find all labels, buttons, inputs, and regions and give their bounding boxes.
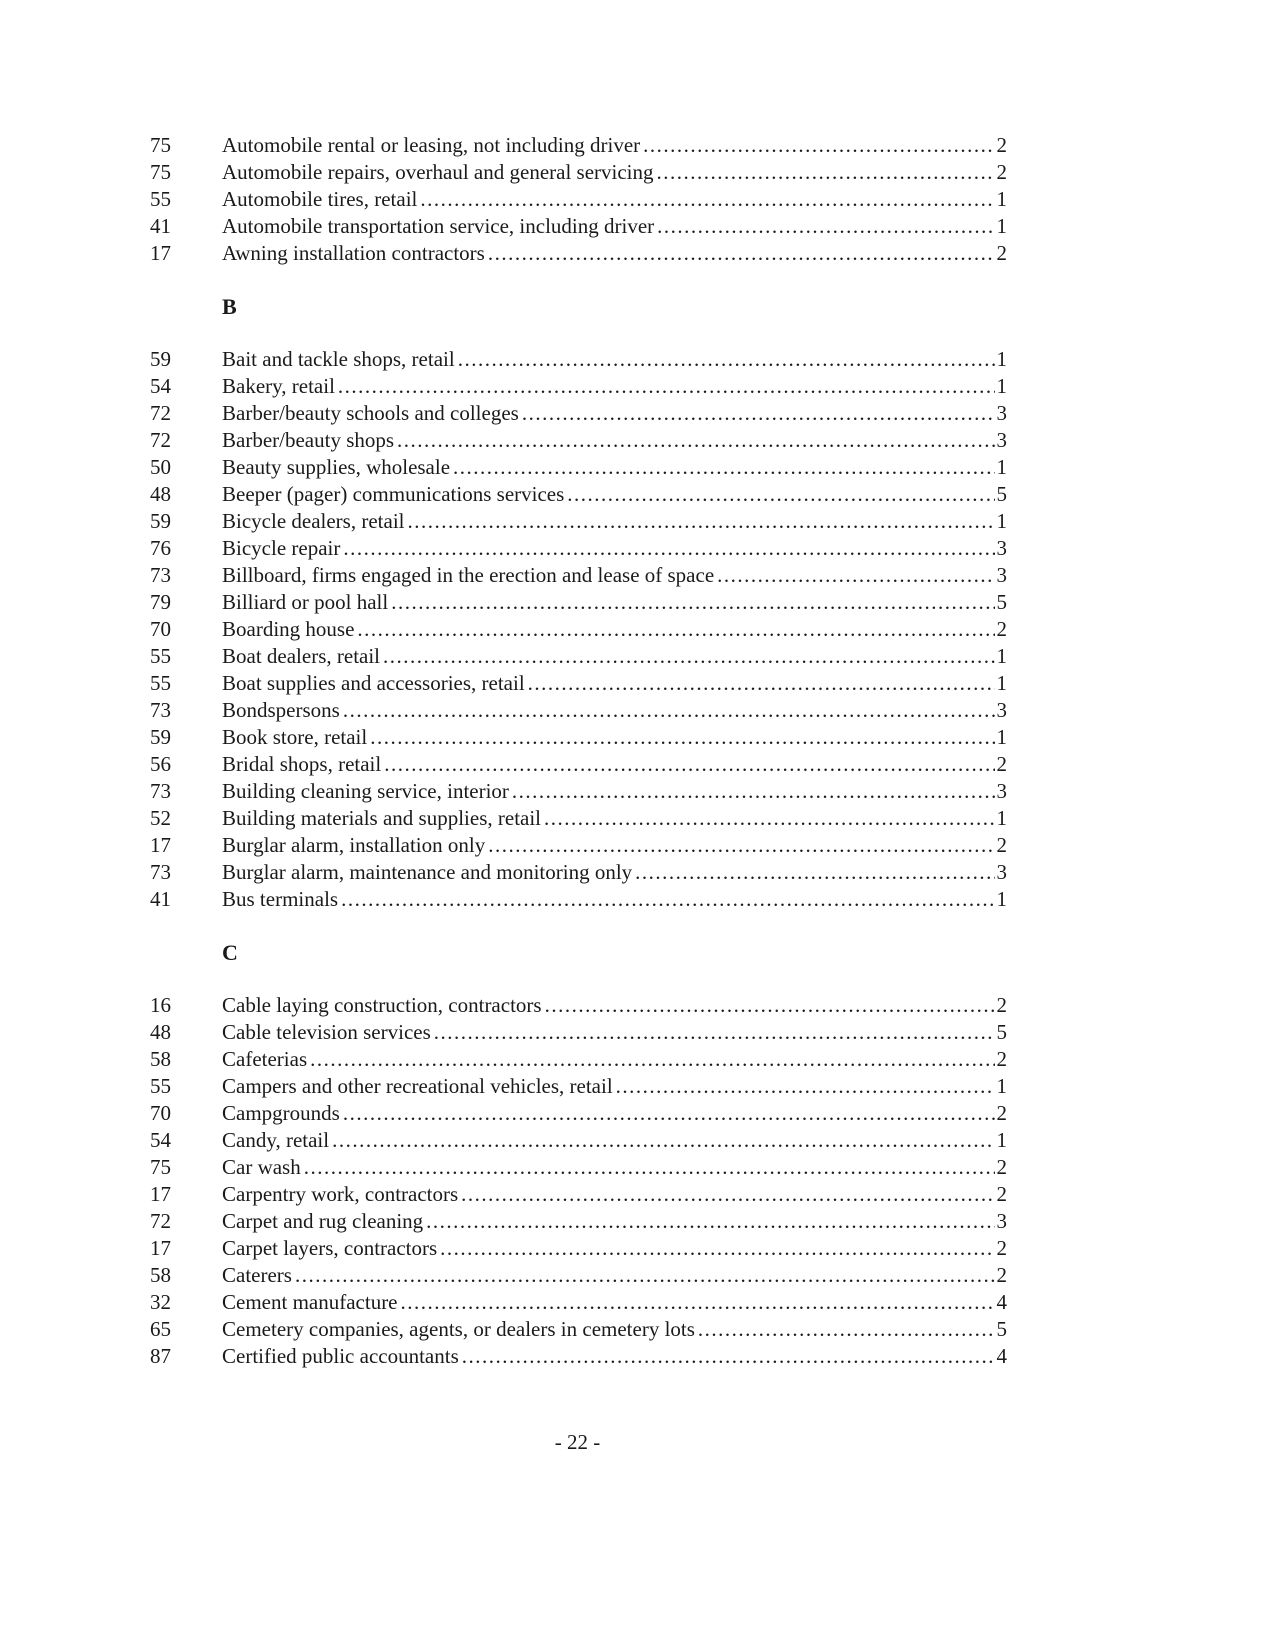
classification-code: 41 bbox=[150, 214, 171, 238]
schedule-number: 1 bbox=[996, 509, 1007, 533]
index-row bbox=[150, 643, 1007, 670]
classification-code: 59 bbox=[150, 725, 171, 749]
classification-code: 17 bbox=[150, 1182, 171, 1206]
section bbox=[150, 293, 1007, 913]
business-description: Cement manufacture bbox=[222, 1290, 398, 1314]
schedule-number: 1 bbox=[996, 671, 1007, 695]
schedule-number: 4 bbox=[996, 1290, 1007, 1314]
schedule-number: 1 bbox=[996, 455, 1007, 479]
dot-leader bbox=[332, 1127, 994, 1154]
schedule-number: 2 bbox=[996, 993, 1007, 1017]
schedule-number: 3 bbox=[996, 401, 1007, 425]
schedule-number: 5 bbox=[996, 482, 1007, 506]
business-description: Automobile repairs, overhaul and general servicing bbox=[222, 160, 654, 184]
classification-code: 55 bbox=[150, 671, 171, 695]
schedule-number: 1 bbox=[996, 347, 1007, 371]
classification-code: 55 bbox=[150, 187, 171, 211]
schedule-number: 5 bbox=[996, 1020, 1007, 1044]
schedule-number: 2 bbox=[996, 752, 1007, 776]
business-description: Campers and other recreational vehicles, retail bbox=[222, 1074, 613, 1098]
classification-code: 41 bbox=[150, 887, 171, 911]
classification-code: 72 bbox=[150, 401, 171, 425]
index-row bbox=[150, 1343, 1007, 1370]
index-row bbox=[150, 1073, 1007, 1100]
schedule-number: 2 bbox=[996, 1263, 1007, 1287]
business-description: Candy, retail bbox=[222, 1128, 330, 1152]
index-row bbox=[150, 751, 1007, 778]
dot-leader bbox=[343, 535, 994, 562]
schedule-number: 5 bbox=[996, 1317, 1007, 1341]
schedule-number: 2 bbox=[996, 160, 1007, 184]
dot-leader bbox=[426, 1208, 994, 1235]
dot-leader bbox=[488, 832, 994, 859]
classification-code: 54 bbox=[150, 1128, 171, 1152]
business-description: Beeper (pager) communications services bbox=[222, 482, 565, 506]
dot-leader bbox=[567, 481, 994, 508]
classification-code: 56 bbox=[150, 752, 171, 776]
index-row bbox=[150, 1046, 1007, 1073]
dot-leader bbox=[488, 240, 995, 267]
classification-code: 58 bbox=[150, 1047, 171, 1071]
classification-code: 55 bbox=[150, 1074, 171, 1098]
business-description: Bondspersons bbox=[222, 698, 340, 722]
business-description: Bicycle repair bbox=[222, 536, 341, 560]
index-row bbox=[150, 240, 1007, 267]
classification-code: 52 bbox=[150, 806, 171, 830]
schedule-number: 2 bbox=[996, 833, 1007, 857]
index-row bbox=[150, 373, 1007, 400]
schedule-number: 2 bbox=[996, 1236, 1007, 1260]
dot-leader bbox=[343, 1100, 995, 1127]
index-row bbox=[150, 454, 1007, 481]
business-description: Boarding house bbox=[222, 617, 355, 641]
schedule-number: 3 bbox=[996, 779, 1007, 803]
index-row bbox=[150, 1100, 1007, 1127]
classification-code: 75 bbox=[150, 160, 171, 184]
dot-leader bbox=[545, 992, 995, 1019]
section bbox=[150, 939, 1007, 1370]
dot-leader bbox=[544, 805, 994, 832]
business-description: Automobile tires, retail bbox=[222, 187, 418, 211]
dot-leader bbox=[635, 859, 994, 886]
schedule-number: 1 bbox=[996, 187, 1007, 211]
business-description: Car wash bbox=[222, 1155, 301, 1179]
index-row bbox=[150, 589, 1007, 616]
dot-leader bbox=[304, 1154, 995, 1181]
classification-code: 72 bbox=[150, 428, 171, 452]
index-row bbox=[150, 1289, 1007, 1316]
index-row bbox=[150, 805, 1007, 832]
business-description: Carpet layers, contractors bbox=[222, 1236, 438, 1260]
classification-code: 73 bbox=[150, 779, 171, 803]
classification-code: 17 bbox=[150, 241, 171, 265]
business-description: Cafeterias bbox=[222, 1047, 308, 1071]
business-description: Billiard or pool hall bbox=[222, 590, 389, 614]
section-letter-header: C bbox=[222, 940, 238, 965]
index-row bbox=[150, 535, 1007, 562]
index-row bbox=[150, 481, 1007, 508]
index-row bbox=[150, 186, 1007, 213]
dot-leader bbox=[698, 1316, 995, 1343]
classification-code: 55 bbox=[150, 644, 171, 668]
schedule-number: 1 bbox=[996, 374, 1007, 398]
dot-leader bbox=[522, 400, 995, 427]
classification-code: 16 bbox=[150, 993, 171, 1017]
schedule-number: 1 bbox=[996, 1074, 1007, 1098]
schedule-number: 1 bbox=[996, 214, 1007, 238]
classification-code: 50 bbox=[150, 455, 171, 479]
classification-code: 70 bbox=[150, 617, 171, 641]
dot-leader bbox=[434, 1019, 995, 1046]
dot-leader bbox=[391, 589, 994, 616]
index-row bbox=[150, 132, 1007, 159]
classification-code: 58 bbox=[150, 1263, 171, 1287]
schedule-number: 1 bbox=[996, 725, 1007, 749]
business-description: Automobile rental or leasing, not including driver bbox=[222, 133, 641, 157]
schedule-number: 2 bbox=[996, 1182, 1007, 1206]
business-description: Burglar alarm, installation only bbox=[222, 833, 486, 857]
dot-leader bbox=[458, 346, 995, 373]
dot-leader bbox=[461, 1181, 994, 1208]
dot-leader bbox=[528, 670, 995, 697]
classification-code: 17 bbox=[150, 1236, 171, 1260]
index-row bbox=[150, 213, 1007, 240]
business-description: Barber/beauty shops bbox=[222, 428, 395, 452]
schedule-number: 1 bbox=[996, 644, 1007, 668]
dot-leader bbox=[657, 159, 995, 186]
index-row bbox=[150, 778, 1007, 805]
index-row bbox=[150, 159, 1007, 186]
business-description: Bait and tackle shops, retail bbox=[222, 347, 455, 371]
index-row bbox=[150, 697, 1007, 724]
index-row bbox=[150, 1181, 1007, 1208]
classification-code: 65 bbox=[150, 1317, 171, 1341]
schedule-number: 3 bbox=[996, 428, 1007, 452]
classification-code: 48 bbox=[150, 1020, 171, 1044]
business-description: Cemetery companies, agents, or dealers in cemetery lots bbox=[222, 1317, 695, 1341]
classification-code: 76 bbox=[150, 536, 171, 560]
dot-leader bbox=[420, 186, 994, 213]
dot-leader bbox=[338, 373, 995, 400]
index-row bbox=[150, 1316, 1007, 1343]
business-description: Awning installation contractors bbox=[222, 241, 485, 265]
business-description: Bicycle dealers, retail bbox=[222, 509, 405, 533]
business-description: Caterers bbox=[222, 1263, 292, 1287]
dot-leader bbox=[370, 724, 994, 751]
business-description: Building cleaning service, interior bbox=[222, 779, 509, 803]
schedule-number: 1 bbox=[996, 1128, 1007, 1152]
dot-leader bbox=[643, 132, 994, 159]
business-description: Carpet and rug cleaning bbox=[222, 1209, 424, 1233]
page-number: - 22 - bbox=[554, 1430, 601, 1454]
dot-leader bbox=[657, 213, 994, 240]
dot-leader bbox=[512, 778, 995, 805]
dot-leader bbox=[462, 1343, 995, 1370]
dot-leader bbox=[408, 508, 995, 535]
index-row bbox=[150, 562, 1007, 589]
schedule-number: 1 bbox=[996, 887, 1007, 911]
dot-leader bbox=[341, 886, 994, 913]
section-letter-header: B bbox=[222, 294, 237, 319]
business-description: Building materials and supplies, retail bbox=[222, 806, 542, 830]
schedule-number: 5 bbox=[996, 590, 1007, 614]
index-row bbox=[150, 508, 1007, 535]
business-description: Boat supplies and accessories, retail bbox=[222, 671, 525, 695]
dot-leader bbox=[384, 751, 994, 778]
schedule-number: 3 bbox=[996, 698, 1007, 722]
schedule-number: 2 bbox=[996, 241, 1007, 265]
dot-leader bbox=[383, 643, 994, 670]
index-row bbox=[150, 400, 1007, 427]
schedule-number: 3 bbox=[996, 536, 1007, 560]
schedule-number: 3 bbox=[996, 563, 1007, 587]
business-description: Burglar alarm, maintenance and monitoring only bbox=[222, 860, 633, 884]
classification-code: 75 bbox=[150, 133, 171, 157]
dot-leader bbox=[397, 427, 994, 454]
dot-leader bbox=[440, 1235, 994, 1262]
schedule-number: 2 bbox=[996, 1101, 1007, 1125]
schedule-number: 2 bbox=[996, 617, 1007, 641]
dot-leader bbox=[717, 562, 994, 589]
business-description: Boat dealers, retail bbox=[222, 644, 381, 668]
index-row bbox=[150, 346, 1007, 373]
schedule-number: 1 bbox=[996, 806, 1007, 830]
dot-leader bbox=[357, 616, 994, 643]
index-row bbox=[150, 1208, 1007, 1235]
dot-leader bbox=[295, 1262, 995, 1289]
schedule-number: 3 bbox=[996, 1209, 1007, 1233]
index-row bbox=[150, 1154, 1007, 1181]
classification-code: 59 bbox=[150, 347, 171, 371]
business-description: Barber/beauty schools and colleges bbox=[222, 401, 519, 425]
classification-code: 17 bbox=[150, 833, 171, 857]
index-row bbox=[150, 832, 1007, 859]
schedule-number: 2 bbox=[996, 1155, 1007, 1179]
dot-leader bbox=[343, 697, 995, 724]
index-list bbox=[150, 132, 1007, 1370]
schedule-number: 2 bbox=[996, 1047, 1007, 1071]
index-row bbox=[150, 886, 1007, 913]
dot-leader bbox=[310, 1046, 994, 1073]
business-description: Certified public accountants bbox=[222, 1344, 459, 1368]
classification-code: 75 bbox=[150, 1155, 171, 1179]
dot-leader bbox=[401, 1289, 995, 1316]
classification-code: 54 bbox=[150, 374, 171, 398]
index-row bbox=[150, 427, 1007, 454]
business-description: Bus terminals bbox=[222, 887, 339, 911]
classification-code: 48 bbox=[150, 482, 171, 506]
classification-code: 70 bbox=[150, 1101, 171, 1125]
schedule-number: 4 bbox=[996, 1344, 1007, 1368]
classification-code: 73 bbox=[150, 563, 171, 587]
business-description: Cable television services bbox=[222, 1020, 431, 1044]
business-description: Automobile transportation service, including driver bbox=[222, 214, 655, 238]
index-row bbox=[150, 724, 1007, 751]
index-row bbox=[150, 859, 1007, 886]
classification-code: 73 bbox=[150, 698, 171, 722]
business-description: Campgrounds bbox=[222, 1101, 340, 1125]
dot-leader bbox=[616, 1073, 995, 1100]
business-description: Bridal shops, retail bbox=[222, 752, 382, 776]
business-description: Billboard, firms engaged in the erection and lease of space bbox=[222, 563, 715, 587]
classification-code: 32 bbox=[150, 1290, 171, 1314]
classification-code: 59 bbox=[150, 509, 171, 533]
business-description: Bakery, retail bbox=[222, 374, 335, 398]
classification-code: 87 bbox=[150, 1344, 171, 1368]
index-row bbox=[150, 670, 1007, 697]
business-description: Carpentry work, contractors bbox=[222, 1182, 459, 1206]
index-row bbox=[150, 1019, 1007, 1046]
section bbox=[150, 132, 1007, 267]
index-row bbox=[150, 992, 1007, 1019]
business-description: Book store, retail bbox=[222, 725, 368, 749]
index-row bbox=[150, 1127, 1007, 1154]
classification-code: 73 bbox=[150, 860, 171, 884]
schedule-number: 2 bbox=[996, 133, 1007, 157]
classification-code: 79 bbox=[150, 590, 171, 614]
schedule-number: 3 bbox=[996, 860, 1007, 884]
dot-leader bbox=[453, 454, 994, 481]
index-row bbox=[150, 616, 1007, 643]
index-row bbox=[150, 1235, 1007, 1262]
business-description: Cable laying construction, contractors bbox=[222, 993, 542, 1017]
business-description: Beauty supplies, wholesale bbox=[222, 455, 451, 479]
classification-code: 72 bbox=[150, 1209, 171, 1233]
index-row bbox=[150, 1262, 1007, 1289]
